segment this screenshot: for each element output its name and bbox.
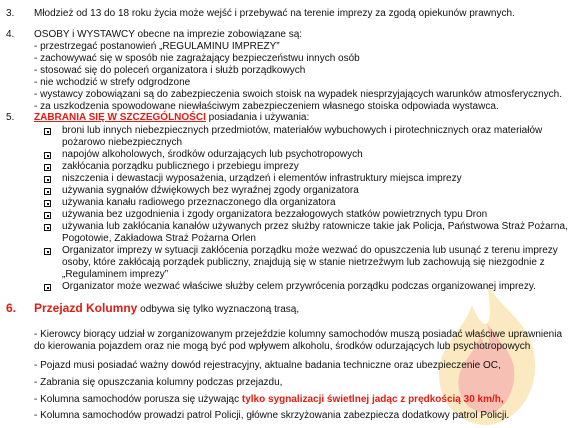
prohibition-item: Organizator może wezwać właściwe służby celem przywrócenia porządku podczas organizowanej imprezy. <box>62 281 536 292</box>
prohibition-item: napojów alkoholowych, środków odurzających lub psychotropowych <box>62 149 363 160</box>
bullet-icon <box>44 152 51 159</box>
prohibition-item: używania bez uzgodnienia i zgody organizatora bezzałogowych statków powietrznych typu Dron <box>62 209 488 220</box>
convoy-rule-text: - Kolumna samochodów prowadzi patrol Policji, główne skrzyżowania zabezpiecza dodatkowy patrol Policji. <box>34 410 510 421</box>
section-4-line: - nie wchodzić w strefy odgrodzone <box>34 77 191 88</box>
section-6-heading: Przejazd Kolumny <box>34 301 138 315</box>
bullet-icon <box>44 164 51 171</box>
section-4-line: - przestrzegać postanowień „REGULAMINU IMPREZY” <box>34 41 280 52</box>
section-6-heading-line <box>34 301 299 317</box>
prohibition-item-cont: pożarowo niebezpiecznych <box>62 137 183 148</box>
bullet-icon <box>44 176 51 183</box>
convoy-rule-text <box>34 394 504 406</box>
prohibition-item: Organizator imprezy w sytuacji zakłócenia porządku może wezwać do opuszczenia lub usunąć z terenu imprezy <box>62 245 558 256</box>
prohibition-item: używania lub zakłócania kanałów używanych przez służby ratownicze takie jak Policja, Państwowa Straż Pożarna, <box>62 221 568 232</box>
prohibition-item-cont: osoby, które zakłócają porządek publiczny, znajdują się w stanie nietrzeźwym lub zachowują się niezgodnie z <box>62 257 545 268</box>
bullet-icon <box>44 200 51 207</box>
section-4-line: - wystawcy zobowiązani są do zabezpieczenia swoich stoisk na wypadek niesprzyjających warunków atmosferycznych. <box>34 89 563 100</box>
prohibition-item: broni lub innych niebezpiecznych przedmiotów, materiałów wybuchowych i pirotechnicznych oraz materiałów <box>62 125 543 136</box>
section-4-line: - stosować się do poleceń organizatora i służb porządkowych <box>34 65 306 76</box>
convoy-rule-text: - Kierowcy biorący udział w zorganizowanym przejeździe kolumny samochodów muszą posiadać właściwe uprawnienia <box>34 329 563 340</box>
convoy-rule-text: - Pojazd musi posiadać ważny dowód rejestracyjny, aktualne badania techniczne oraz ubezpieczenie OC, <box>34 360 501 371</box>
convoy-rule-text-cont: do kierowania pojazdem oraz nie mogą być pod wpływem alkoholu, środków odurzających lub psychotropowych <box>34 341 531 352</box>
bullet-icon <box>44 248 51 255</box>
convoy-speed-rule-prefix: - Kolumna samochodów porusza się używając <box>34 394 242 405</box>
bullet-icon <box>44 224 51 231</box>
convoy-rule-text: - Zabrania się opuszczania kolumny podczas przejazdu, <box>34 377 283 388</box>
section-6-number: 6. <box>6 301 17 315</box>
section-5-heading-line <box>34 112 309 124</box>
convoy-speed-rule-highlight: tylko sygnalizacji świetlnej jadąc z prędkością 30 km/h, <box>241 394 504 405</box>
bullet-icon <box>44 188 51 195</box>
bullet-icon <box>44 284 51 291</box>
bullet-icon <box>44 212 51 219</box>
section-6-heading-rest: odbywa się tylko wyznaczoną trasą, <box>137 304 300 315</box>
prohibition-item: używania kanału radiowego przeznaczonego dla organizatora <box>62 197 336 208</box>
prohibition-item-cont: „Regulaminem imprezy” <box>62 269 169 280</box>
bullet-icon <box>44 128 51 135</box>
prohibition-item: niszczenia i dewastacji wyposażenia, urządzeń i elementów infrastruktury miejsca imprezy <box>62 173 462 184</box>
section-4-line: - zachowywać się w sposób nie zagrażający bezpieczeństwu innych osób <box>34 53 360 64</box>
section-3-number: 3. <box>6 8 15 19</box>
prohibition-item: używania sygnałów dźwiękowych bez wyraźnej zgody organizatora <box>62 185 359 196</box>
section-5-number: 5. <box>6 112 15 123</box>
section-3-text: Młodzież od 13 do 18 roku życia może wejść i przebywać na terenie imprezy za zgodą opiekunów prawnych. <box>34 8 515 19</box>
prohibition-item: zakłócania porządku publicznego i przebiegu imprezy <box>62 161 299 172</box>
section-4-intro: OSOBY i WYSTAWCY obecne na imprezie zobowiązane są: <box>34 29 303 40</box>
section-4-line: - za uszkodzenia spowodowane niewłaściwym zabezpieczeniem własnego stoiska odpowiada wystawca. <box>34 101 499 112</box>
section-5-heading-rest: posiadania i używania: <box>205 112 310 123</box>
prohibition-item-cont: Pogotowie, Zakładowa Straż Pożarna Orlen <box>62 233 256 244</box>
section-5-heading: ZABRANIA SIĘ W SZCZEGÓLNOŚCI <box>34 112 206 123</box>
section-4-number: 4. <box>6 29 15 40</box>
